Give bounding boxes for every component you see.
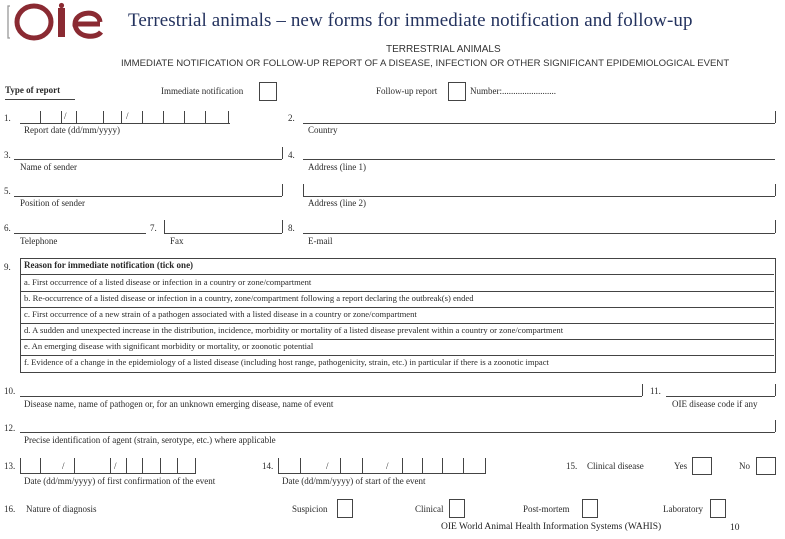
clinical-no-label: No: [739, 461, 750, 471]
clinical-yes-checkbox[interactable]: [692, 457, 712, 475]
type-underline: [5, 99, 75, 100]
field-number: 13.: [4, 461, 16, 471]
date-tick: [463, 458, 464, 473]
date-tick: [20, 458, 21, 473]
suspicion-label: Suspicion: [292, 504, 328, 514]
date-tick: [177, 458, 178, 473]
date-tick: [195, 458, 196, 473]
reason-title-text: Reason for immediate notification (tick one): [24, 260, 194, 270]
follow-up-number-field[interactable]: Number:........................: [470, 86, 556, 96]
address-line2-field[interactable]: [303, 196, 775, 197]
telephone-field[interactable]: [14, 233, 146, 234]
first-confirmation-date-label: Date (dd/mm/yyyy) of first confirmation of the event: [24, 476, 216, 486]
field-end: [282, 184, 283, 196]
reason-option-e[interactable]: [20, 339, 774, 356]
clinical-no-checkbox[interactable]: [756, 457, 776, 475]
date-tick: [61, 111, 62, 123]
field-end: [642, 384, 643, 396]
date-tick: [110, 458, 111, 473]
follow-up-report-checkbox[interactable]: [448, 82, 466, 101]
agent-identification-field[interactable]: [20, 432, 775, 433]
clinical-diagnosis-checkbox[interactable]: [449, 499, 465, 518]
email-field[interactable]: [303, 233, 775, 234]
disease-name-label: Disease name, name of pathogen or, for an unknown emerging disease, name of event: [24, 399, 334, 409]
field-number: 5.: [4, 186, 11, 196]
field-number: 16.: [4, 504, 16, 514]
reason-option-c[interactable]: [20, 307, 774, 324]
post-mortem-checkbox[interactable]: [582, 499, 598, 518]
date-tick: [121, 111, 122, 123]
field-number: 8.: [288, 223, 295, 233]
name-of-sender-label: Name of sender: [20, 162, 77, 172]
form-subtitle: IMMEDIATE NOTIFICATION OR FOLLOW-UP REPORT OF A DISEASE, INFECTION OR OTHER SIGNIFICANT EPIDEMIOLOGICAL EVENT: [121, 58, 730, 69]
field-number: 12.: [4, 423, 16, 433]
date-tick: [126, 458, 127, 473]
date-separator: /: [114, 461, 117, 471]
country-label: Country: [308, 125, 338, 135]
date-separator: /: [62, 461, 65, 471]
date-tick: [442, 458, 443, 473]
date-tick: [142, 111, 143, 123]
date-tick: [142, 458, 143, 473]
email-label: E-mail: [308, 236, 333, 246]
field-end: [282, 220, 283, 233]
position-of-sender-field[interactable]: [14, 196, 282, 197]
reason-option-label: c. First occurrence of a new strain of a pathogen associated with a listed disease in a country or zone/compartment: [24, 309, 417, 319]
date-tick: [402, 458, 403, 473]
reason-option-f[interactable]: [20, 355, 774, 371]
form-title: TERRESTRIAL ANIMALS: [386, 44, 501, 55]
field-end: [775, 384, 776, 396]
field-number: 1.: [4, 113, 11, 123]
footer-system-name: OIE World Animal Health Information Systems (WAHIS): [441, 522, 662, 532]
immediate-notification-label: Immediate notification: [161, 86, 244, 96]
reason-option-a[interactable]: [20, 275, 774, 292]
date-tick: [74, 458, 75, 473]
clinical-yes-label: Yes: [674, 461, 688, 471]
reason-option-label: f. Evidence of a change in the epidemiology of a listed disease (including host range, pathogenicity, strain, etc.) in particular if there is a zoonotic impact: [24, 357, 549, 367]
reason-option-d[interactable]: [20, 323, 774, 340]
nature-of-diagnosis-label: Nature of diagnosis: [26, 504, 97, 514]
date-baseline: [278, 473, 486, 474]
reason-option-label: e. An emerging disease with significant morbidity or mortality, or zoonotic potential: [24, 341, 314, 351]
page-number: 10: [730, 523, 740, 533]
address-line1-label: Address (line 1): [308, 162, 366, 172]
clinical-diagnosis-label: Clinical: [415, 504, 444, 514]
date-tick: [340, 458, 341, 473]
reason-option-label: b. Re-occurrence of a listed disease or infection in a country, zone/compartment following a report declaring the outbreak(s) ended: [24, 293, 474, 303]
field-number: 10.: [4, 386, 16, 396]
laboratory-checkbox[interactable]: [710, 499, 726, 518]
date-tick: [300, 458, 301, 473]
date-tick: [485, 458, 486, 473]
field-end: [775, 420, 776, 432]
post-mortem-label: Post-mortem: [523, 504, 570, 514]
date-tick: [278, 458, 279, 473]
field-number: 6.: [4, 223, 11, 233]
report-date-label: Report date (dd/mm/yyyy): [24, 125, 120, 135]
field-end: [775, 184, 776, 196]
date-tick: [205, 111, 206, 123]
follow-up-report-label: Follow-up report: [376, 86, 438, 96]
name-of-sender-field[interactable]: [14, 159, 282, 160]
reason-option-label: d. A sudden and unexpected increase in the distribution, incidence, morbidity or mortality of a listed disease prevalent within a country or zone/compartment: [24, 325, 564, 335]
date-separator: /: [64, 111, 67, 121]
slide-title: Terrestrial animals – new forms for immediate notification and follow-up: [128, 10, 693, 31]
field-number: 2.: [288, 113, 295, 123]
date-tick: [103, 111, 104, 123]
field-end: [282, 147, 283, 159]
field-number: 3.: [4, 150, 11, 160]
address-line2-label: Address (line 2): [308, 198, 366, 208]
reason-option-b[interactable]: [20, 291, 774, 308]
date-tick: [40, 111, 41, 123]
field-number: 15.: [566, 461, 578, 471]
date-tick: [76, 111, 77, 123]
field-start: [303, 184, 304, 196]
fax-field[interactable]: [164, 233, 282, 234]
country-field[interactable]: [303, 123, 775, 124]
start-date-label: Date (dd/mm/yyyy) of start of the event: [282, 476, 426, 486]
immediate-notification-checkbox[interactable]: [259, 82, 277, 101]
oie-disease-code-label: OIE disease code if any: [672, 399, 758, 409]
date-separator: /: [326, 461, 329, 471]
field-number: 4.: [288, 150, 295, 160]
date-tick: [163, 111, 164, 123]
field-end: [775, 111, 776, 123]
date-tick: [228, 111, 229, 123]
disease-name-field[interactable]: [20, 396, 642, 397]
clinical-disease-label: Clinical disease: [587, 461, 644, 471]
field-number: 7.: [150, 223, 157, 233]
oie-logo: [4, 2, 116, 42]
position-of-sender-label: Position of sender: [20, 198, 85, 208]
reason-option-label: a. First occurrence of a listed disease or infection in a country or zone/compartment: [24, 277, 312, 287]
address-line1-field[interactable]: [303, 159, 775, 160]
date-tick: [184, 111, 185, 123]
fax-label: Fax: [170, 236, 184, 246]
oie-disease-code-field[interactable]: [666, 396, 775, 397]
field-end: [775, 220, 776, 233]
suspicion-checkbox[interactable]: [337, 499, 353, 518]
field-number: 9.: [4, 262, 11, 272]
field-start: [164, 220, 165, 233]
telephone-label: Telephone: [20, 236, 58, 246]
field-number: 14.: [262, 461, 274, 471]
date-baseline: [20, 123, 230, 124]
field-number: 11.: [650, 386, 661, 396]
laboratory-label: Laboratory: [663, 504, 703, 514]
date-tick: [422, 458, 423, 473]
reason-title: [20, 258, 774, 275]
agent-identification-label: Precise identification of agent (strain, serotype, etc.) where applicable: [24, 435, 276, 445]
date-tick: [362, 458, 363, 473]
date-baseline: [20, 473, 196, 474]
date-separator: /: [126, 111, 129, 121]
type-of-report-label: Type of report: [5, 85, 61, 95]
date-tick: [40, 458, 41, 473]
date-separator: /: [386, 461, 389, 471]
date-tick: [160, 458, 161, 473]
